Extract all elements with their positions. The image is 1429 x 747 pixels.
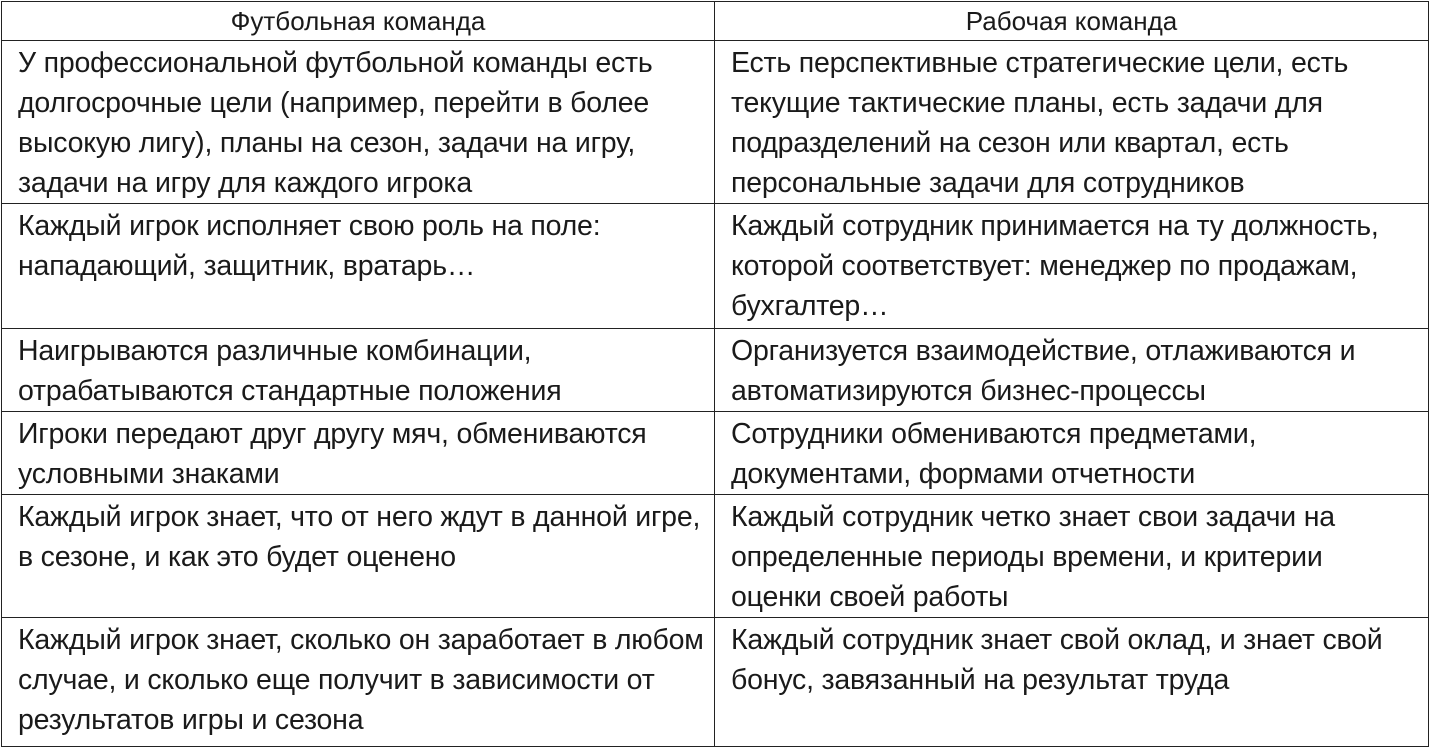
football-cell: У профессиональной футбольной команды есть долгосрочные цели (например, перейти в более высокую лигу), планы на сезон, задачи на игру, задачи на игру для каждого игрока: [2, 41, 715, 204]
football-cell: Каждый игрок знает, что от него ждут в данной игре, в сезоне, и как это будет оценено: [2, 495, 715, 618]
table-row: [2, 329, 1429, 412]
table-row: [2, 618, 1429, 747]
comparison-table: [1, 1, 1429, 747]
table-row: [2, 41, 1429, 204]
header-football-team: Футбольная команда: [2, 2, 715, 41]
work-cell: Каждый сотрудник принимается на ту должность, которой соответствует: менеджер по продажам, бухгалтер…: [715, 204, 1429, 329]
work-cell: Есть перспективные стратегические цели, есть текущие тактические планы, есть задачи для подразделений на сезон или квартал, есть персональные задачи для сотрудников: [715, 41, 1429, 204]
table-row: [2, 204, 1429, 329]
football-cell: Каждый игрок знает, сколько он заработает в любом случае, и сколько еще получит в зависимости от результатов игры и сезона: [2, 618, 715, 747]
table-row: [2, 412, 1429, 495]
table-header-row: [2, 2, 1429, 41]
work-cell: Каждый сотрудник четко знает свои задачи на определенные периоды времени, и критерии оценки своей работы: [715, 495, 1429, 618]
work-cell: Каждый сотрудник знает свой оклад, и знает свой бонус, завязанный на результат труда: [715, 618, 1429, 747]
football-cell: Каждый игрок исполняет свою роль на поле: нападающий, защитник, вратарь…: [2, 204, 715, 329]
football-cell: Игроки передают друг другу мяч, обмениваются условными знаками: [2, 412, 715, 495]
work-cell: Сотрудники обмениваются предметами, документами, формами отчетности: [715, 412, 1429, 495]
header-work-team: Рабочая команда: [715, 2, 1429, 41]
football-cell: Наигрываются различные комбинации, отрабатываются стандартные положения: [2, 329, 715, 412]
work-cell: Организуется взаимодействие, отлаживаются и автоматизируются бизнес-процессы: [715, 329, 1429, 412]
table-row: [2, 495, 1429, 618]
